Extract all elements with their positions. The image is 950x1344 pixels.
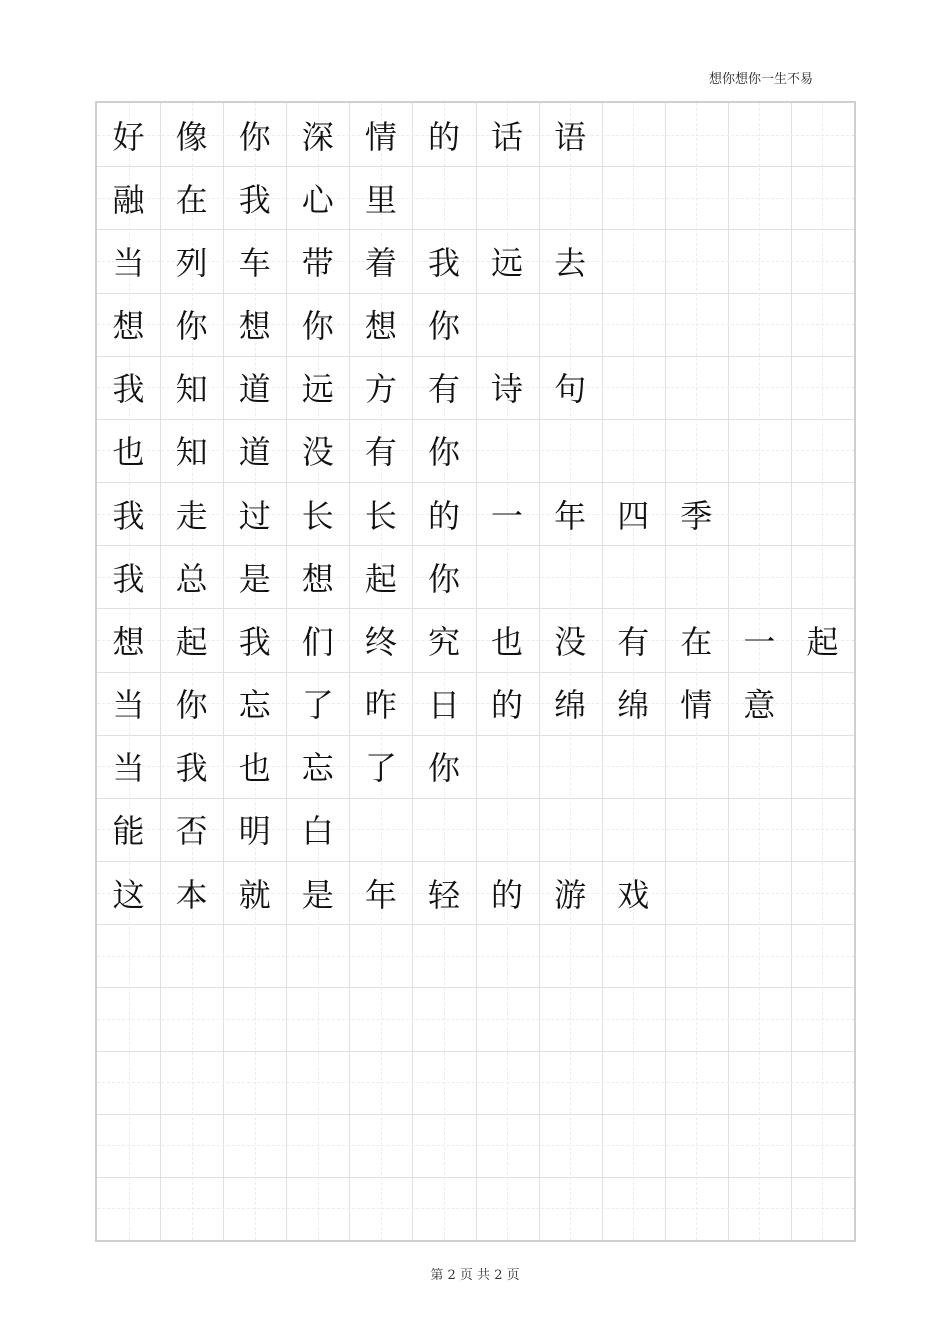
grid-character: 本 [175,875,208,914]
grid-character: 能 [112,812,145,851]
grid-character: 季 [680,496,713,535]
grid-character: 当 [112,243,145,282]
grid-character: 好 [112,117,145,156]
grid-character: 白 [301,812,334,851]
grid-character: 也 [112,433,145,472]
grid-guide-horizontal [97,956,854,957]
header-title: 想你想你一生不易 [708,72,813,87]
grid-character: 忘 [238,686,271,725]
grid-character: 有 [617,622,650,661]
grid-character: 道 [238,370,271,409]
grid-character: 有 [364,433,397,472]
grid-character: 诗 [491,370,524,409]
grid-character: 知 [175,370,208,409]
grid-character: 明 [238,812,271,851]
grid-character: 深 [301,117,334,156]
grid-character: 着 [364,243,397,282]
grid-guide-horizontal [97,1208,854,1209]
grid-character: 了 [301,686,334,725]
grid-line-horizontal [97,1177,854,1178]
grid-character: 远 [301,370,334,409]
grid-character: 你 [175,686,208,725]
grid-character: 绵 [617,686,650,725]
grid-character: 有 [427,370,460,409]
grid-guide-vertical [822,103,823,1240]
grid-character: 的 [491,875,524,914]
grid-character: 你 [238,117,271,156]
grid-character: 我 [427,243,460,282]
grid-character: 游 [554,875,587,914]
grid-character: 的 [427,117,460,156]
grid-character: 四 [617,496,650,535]
grid-character: 想 [112,622,145,661]
grid-character: 我 [112,496,145,535]
grid-character: 走 [175,496,208,535]
grid-character: 列 [175,243,208,282]
grid-character: 忘 [301,749,334,788]
grid-character: 当 [112,749,145,788]
grid-character: 没 [554,622,587,661]
grid-character: 当 [112,686,145,725]
grid-character: 否 [175,812,208,851]
grid-character: 我 [112,559,145,598]
grid-character: 像 [175,117,208,156]
grid-character: 我 [238,180,271,219]
grid-character: 过 [238,496,271,535]
grid-character: 你 [427,749,460,788]
grid-character: 想 [238,307,271,346]
grid-character: 我 [238,622,271,661]
grid-character: 你 [301,307,334,346]
grid-character: 意 [743,686,776,725]
grid-character: 的 [491,686,524,725]
grid-character: 在 [175,180,208,219]
grid-character: 想 [364,307,397,346]
grid-character: 方 [364,370,397,409]
grid-character: 也 [491,622,524,661]
grid-character: 绵 [554,686,587,725]
grid-character: 去 [554,243,587,282]
grid-character: 一 [491,496,524,535]
grid-character: 没 [301,433,334,472]
grid-character: 想 [301,559,334,598]
grid-character: 句 [554,370,587,409]
grid-character: 昨 [364,686,397,725]
page-footer: 第 2 页 共 2 页 [430,1268,520,1283]
grid-character: 起 [364,559,397,598]
grid-character: 语 [554,117,587,156]
grid-line-horizontal [97,987,854,988]
grid-character: 起 [175,622,208,661]
grid-character: 是 [238,559,271,598]
grid-character: 你 [427,307,460,346]
grid-character: 年 [364,875,397,914]
grid-character: 的 [427,496,460,535]
grid-character: 远 [491,243,524,282]
grid-character: 是 [301,875,334,914]
grid-line-horizontal [97,1114,854,1115]
grid-character: 年 [554,496,587,535]
grid-character: 情 [680,686,713,725]
grid-character: 你 [427,559,460,598]
grid-character: 们 [301,622,334,661]
grid-character: 我 [112,370,145,409]
grid-line-horizontal [97,1051,854,1052]
grid-character: 带 [301,243,334,282]
grid-character: 车 [238,243,271,282]
grid-character: 长 [301,496,334,535]
grid-character: 戏 [617,875,650,914]
grid-character: 心 [301,180,334,219]
grid-character: 总 [175,559,208,598]
grid-character: 你 [427,433,460,472]
grid-character: 融 [112,180,145,219]
grid-character: 在 [680,622,713,661]
grid-character: 想 [112,307,145,346]
grid-character: 也 [238,749,271,788]
grid-guide-horizontal [97,1145,854,1146]
grid-character: 轻 [427,875,460,914]
grid-character: 究 [427,622,460,661]
grid-character: 日 [427,686,460,725]
writing-grid [95,101,856,1242]
grid-character: 长 [364,496,397,535]
grid-character: 情 [364,117,397,156]
grid-character: 我 [175,749,208,788]
grid-guide-horizontal [97,1082,854,1083]
grid-character: 你 [175,307,208,346]
grid-character: 知 [175,433,208,472]
grid-character: 里 [364,180,397,219]
grid-character: 就 [238,875,271,914]
grid-character: 话 [491,117,524,156]
grid-line-horizontal [97,924,854,925]
grid-character: 这 [112,875,145,914]
grid-guide-horizontal [97,1019,854,1020]
grid-character: 了 [364,749,397,788]
grid-character: 一 [743,622,776,661]
grid-character: 起 [806,622,839,661]
grid-character: 道 [238,433,271,472]
grid-character: 终 [364,622,397,661]
